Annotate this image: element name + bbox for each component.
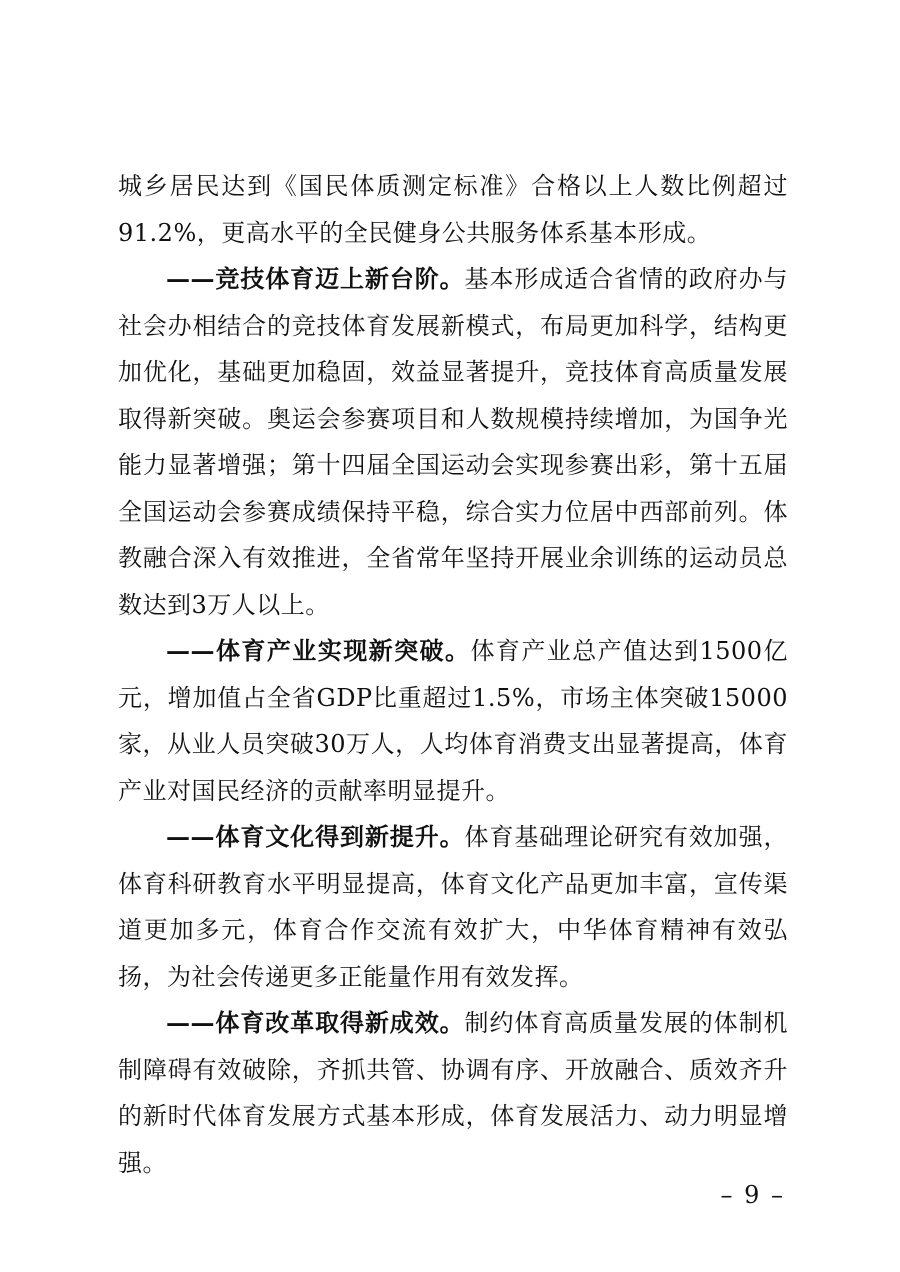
paragraph-lead: ——体育产业实现新突破。 <box>166 636 471 665</box>
paragraph-lead: ——体育改革取得新成效。 <box>166 1008 465 1037</box>
paragraph-sports-reform <box>118 1000 788 1186</box>
paragraph-text: 制约体育高质量发展的体制机制障碍有效破除，齐抓共管、协调有序、开放融合、质效齐升的新时代体育发展方式基本形成，体育发展活力、动力明显增强。 <box>118 1009 789 1177</box>
paragraph-sports-industry <box>118 628 788 814</box>
paragraph-physique-standard <box>118 163 788 256</box>
paragraph-sports-culture <box>118 814 788 1000</box>
paragraph-lead: ——竞技体育迈上新台阶。 <box>166 264 465 293</box>
paragraph-text: 体育基础理论研究有效加强，体育科研教育水平明显提高，体育文化产品更加丰富，宣传渠道更加多元，体育合作交流有效扩大，中华体育精神有效弘扬，为社会传递更多正能量作用有效发挥。 <box>118 823 789 991</box>
paragraph-competitive-sports <box>118 256 788 628</box>
paragraph-text: 基本形成适合省情的政府办与社会办相结合的竞技体育发展新模式，布局更加科学，结构更加优化，基础更加稳固，效益显著提升，竞技体育高质量发展取得新突破。奥运会参赛项目和人数规模持续增加，为国争光能力显著增强；第十四届全国运动会实现参赛出彩，第十五届全国运动会参赛成绩保持平稳，综合实力位居中西部前列。体教融合深入有效推进，全省常年坚持开展业余训练的运动员总数达到3万人以上。 <box>118 265 789 619</box>
paragraph-lead: ——体育文化得到新提升。 <box>166 822 465 851</box>
body-text <box>118 163 788 1186</box>
paragraph-text: 体育产业总产值达到1500亿元，增加值占全省GDP比重超过1.5%，市场主体突破15000家，从业人员突破30万人，人均体育消费支出显著提高，体育产业对国民经济的贡献率明显提升。 <box>118 637 789 805</box>
paragraph-text: 城乡居民达到《国民体质测定标准》合格以上人数比例超过91.2%，更高水平的全民健身公共服务体系基本形成。 <box>118 172 788 247</box>
page-number: – 9 – <box>720 1181 785 1209</box>
